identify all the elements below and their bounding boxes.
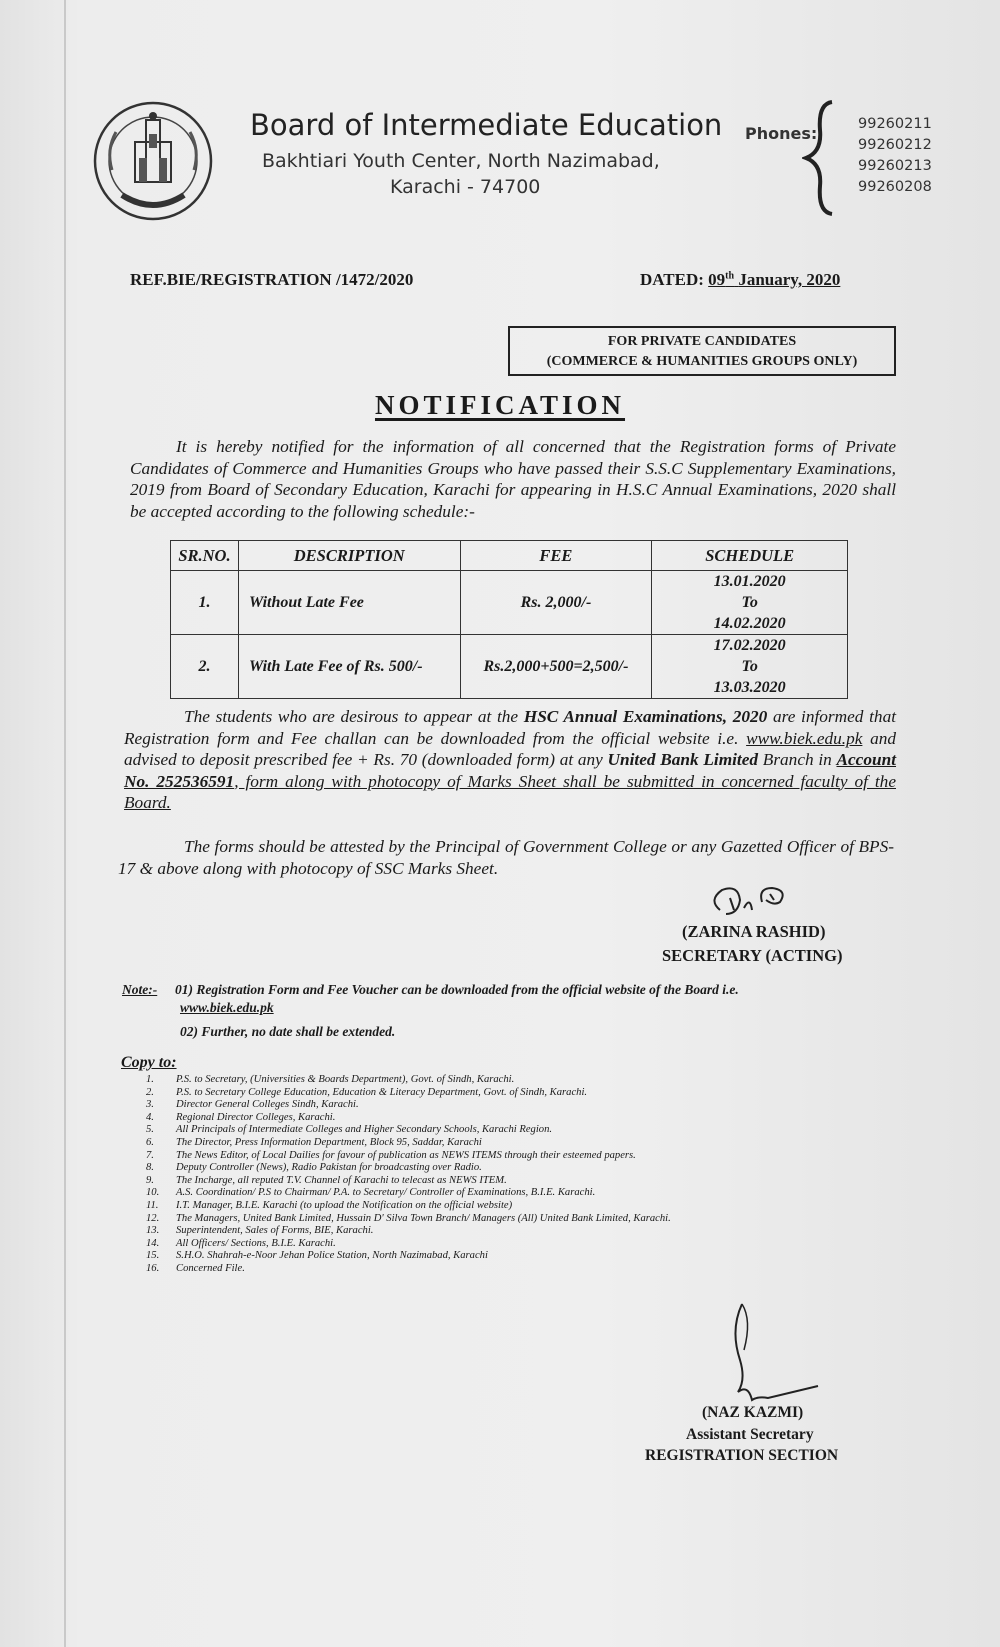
list-item: 7. The News Editor, of Local Dailies for favour of publication as NEWS ITEMS through their esteemed papers. (146, 1149, 636, 1161)
signatory-2-section: REGISTRATION SECTION (645, 1447, 839, 1464)
phone-list (858, 114, 932, 198)
list-item: 14. All Officers/ Sections, B.I.E. Karachi. (146, 1237, 336, 1249)
website-link[interactable]: www.biek.edu.pk (746, 728, 863, 748)
instructions-paragraph: The students who are desirous to appear at the HSC Annual Examinations, 2020 are informed that Registration form and Fee challan can be downloaded from the official website i.e. www.biek.edu.pk and advised to deposit prescribed fee + Rs. 70 (downloaded form) at any United Bank Limited Branch in Account No. 252536591, form along with photocopy of Marks Sheet shall be submitted in concerned faculty of the Board. (124, 707, 897, 812)
note-website-link[interactable]: www.biek.edu.pk (180, 1000, 274, 1015)
table-row (171, 635, 848, 699)
signature-zarina-rashid (700, 880, 810, 928)
audience-box (508, 326, 896, 376)
list-item: 3. Director General Colleges Sindh, Karachi. (146, 1099, 359, 1111)
note-label: Note:- (122, 982, 158, 997)
phones-label: Phones: (745, 124, 818, 143)
list-item: 9. The Incharge, all reputed T.V. Channel of Karachi to telecast as NEWS ITEM. (146, 1174, 507, 1186)
cell-schedule: 13.01.2020 To 14.02.2020 (652, 571, 848, 635)
cell-description: Without Late Fee (238, 571, 460, 635)
address-line-2: Karachi - 74700 (390, 176, 541, 198)
cell-fee: Rs. 2,000/- (460, 571, 652, 635)
list-item: 2. P.S. to Secretary College Education, Education & Literacy Department, Govt. of Sindh, Karachi. (146, 1086, 588, 1098)
date-line (640, 270, 840, 290)
list-item: 16. Concerned File. (146, 1262, 245, 1274)
attestation-paragraph: The forms should be attested by the Principal of Government College or any Gazetted Officer of BPS-17 & above along with photocopy of SSC Marks Sheet. (118, 837, 894, 878)
signatory-2-title: Assistant Secretary (686, 1426, 814, 1443)
reference-number: REF.BIE/REGISTRATION /1472/2020 (130, 270, 414, 289)
cell-srno: 1. (171, 571, 239, 635)
intro-paragraph: It is hereby notified for the information of all concerned that the Registration forms of Private Candidates of Commerce and Humanities Groups who have passed their S.S.C Supplementary Examinations, 2019 from Board of Secondary Education, Karachi for appearing in H.S.C Annual Examinations, 2020 shall be accepted according to the following schedule:- (130, 437, 896, 521)
copy-to-label: Copy to: (121, 1054, 177, 1071)
audience-line-2: (COMMERCE & HUMANITIES GROUPS ONLY) (546, 354, 858, 369)
list-item: 1. P.S. to Secretary, (Universities & Boards Department), Govt. of Sindh, Karachi. (146, 1074, 515, 1085)
phone-number: 99260211 (858, 116, 932, 132)
list-item: 10. A.S. Coordination/ P.S to Chairman/ P.A. to Secretary/ Controller of Examinations, B.I.E. Karachi. (146, 1187, 596, 1199)
fee-schedule-table (170, 540, 848, 699)
signature-naz-kazmi (728, 1300, 828, 1404)
dated-value: 09th January, 2020 (708, 270, 841, 289)
col-header-schedule: SCHEDULE (652, 541, 848, 571)
cell-srno: 2. (171, 635, 239, 699)
phone-number: 99260208 (858, 179, 932, 195)
brace-icon (802, 100, 838, 216)
col-header-srno: SR.NO. (171, 541, 239, 571)
notification-heading: NOTIFICATION (374, 390, 626, 420)
list-item: 4. Regional Director Colleges, Karachi. (146, 1111, 336, 1123)
table-row (171, 571, 848, 635)
board-name: Board of Intermediate Education (250, 108, 723, 142)
list-item: 8. Deputy Controller (News), Radio Pakistan for broadcasting over Radio. (146, 1162, 482, 1174)
phone-number: 99260213 (858, 158, 932, 174)
list-item: 5. All Principals of Intermediate Colleges and Higher Secondary Schools, Karachi Region. (146, 1124, 553, 1136)
dated-label: DATED: (640, 270, 704, 289)
col-header-fee: FEE (460, 541, 652, 571)
table-header-row (171, 541, 848, 571)
list-item: 15. S.H.O. Shahrah-e-Noor Jehan Police Station, North Nazimabad, Karachi (146, 1250, 488, 1262)
note-item-2: 02) Further, no date shall be extended. (180, 1024, 396, 1039)
address-line-1: Bakhtiari Youth Center, North Nazimabad, (262, 150, 660, 172)
signatory-1-name: (ZARINA RASHID) (682, 922, 826, 941)
list-item: 11. I.T. Manager, B.I.E. Karachi (to upload the Notification on the official website) (146, 1199, 513, 1211)
signatory-2-name: (NAZ KAZMI) (702, 1404, 804, 1421)
col-header-description: DESCRIPTION (238, 541, 460, 571)
cell-schedule: 17.02.2020 To 13.03.2020 (652, 635, 848, 699)
signatory-1-title: SECRETARY (ACTING) (662, 946, 843, 965)
cell-description: With Late Fee of Rs. 500/- (238, 635, 460, 699)
cell-fee: Rs.2,000+500=2,500/- (460, 635, 652, 699)
list-item: 12. The Managers, United Bank Limited, Hussain D' Silva Town Branch/ Managers (All) United Bank Limited, Karachi. (146, 1212, 671, 1224)
list-item: 6. The Director, Press Information Department, Block 95, Saddar, Karachi (146, 1136, 482, 1148)
audience-line-1: FOR PRIVATE CANDIDATES (607, 334, 797, 349)
note-item-1: 01) Registration Form and Fee Voucher can be downloaded from the official website of the Board i.e. (175, 982, 739, 997)
page-edge-shadow (64, 0, 66, 1647)
copy-to-list (146, 1074, 846, 1276)
board-seal-logo (92, 100, 214, 222)
phone-number: 99260212 (858, 137, 932, 153)
account-number: Account No. 252536591 (124, 750, 897, 791)
list-item: 13. Superintendent, Sales of Forms, BIE, Karachi. (146, 1225, 374, 1237)
